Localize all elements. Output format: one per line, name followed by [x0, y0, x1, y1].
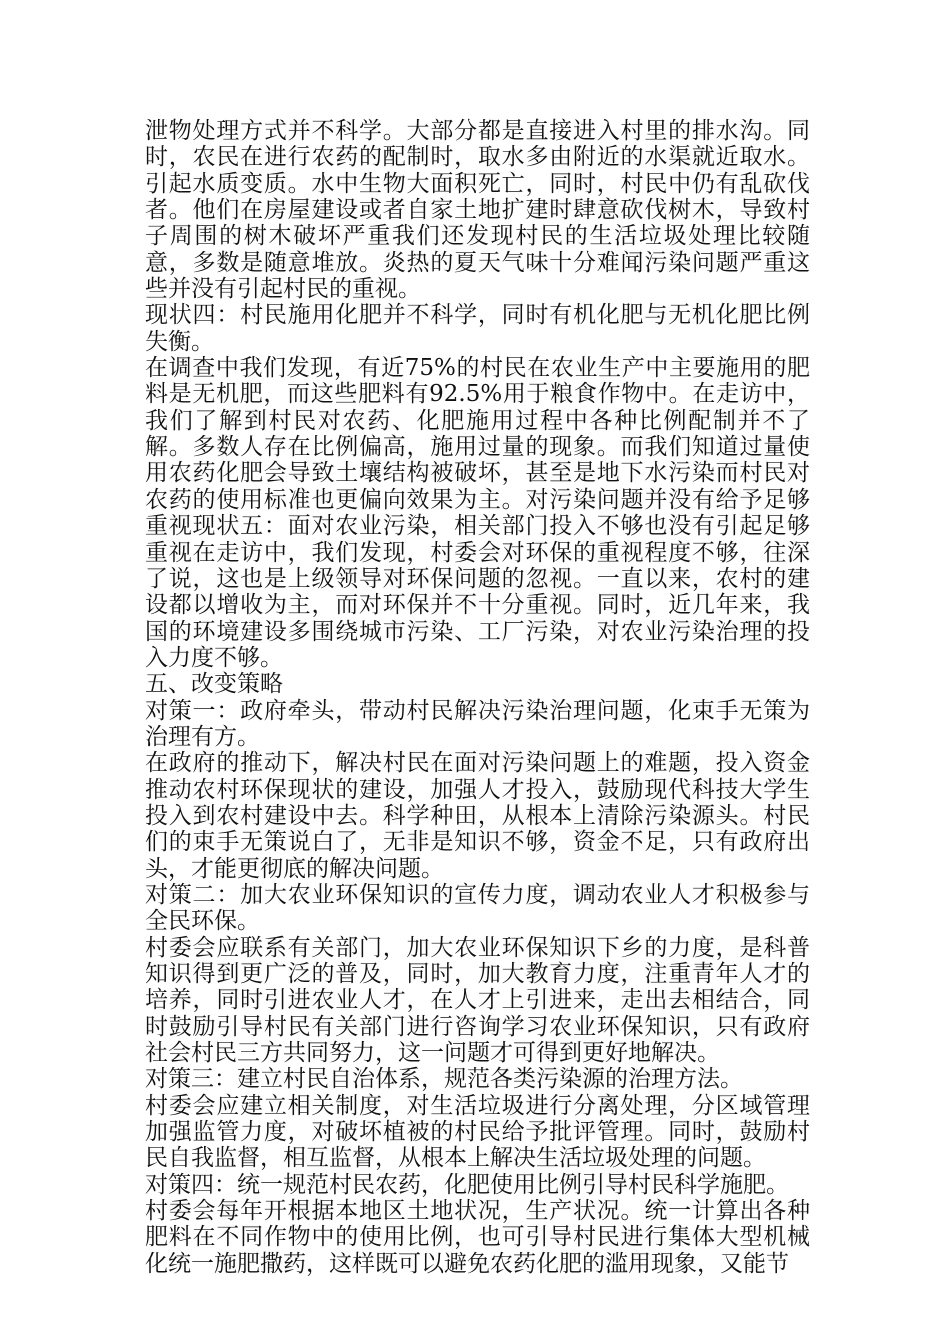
heading-strategy-one: 对策一：政府牵头，带动村民解决污染治理问题，化束手无策为治理有方。: [145, 697, 810, 750]
paragraph-strategy-two: 村委会应联系有关部门，加大农业环保知识下乡的力度，是科普知识得到更广泛的普及，同时，加大教育力度，注重青年人才的培养，同时引进农业人才，在人才上引进来，走出去相结合，同时鼓励引导村民有关部门进行咨询学习农业环保知识，只有政府社会村民三方共同努力，这一问题才可得到更好地解决。: [145, 934, 810, 1067]
paragraph-strategy-four: 村委会每年开根据本地区土地状况，生产状况。统一计算出各种肥料在不同作物中的使用比例，也可引导村民进行集体大型机械化统一施肥撒药，这样既可以避免农药化肥的滥用现象，又能节: [145, 1198, 810, 1277]
heading-strategy-four: 对策四：统一规范村民农药，化肥使用比例引导村民科学施肥。: [145, 1171, 789, 1198]
heading-strategy-two: 对策二：加大农业环保知识的宣传力度，调动农业人才积极参与全民环保。: [145, 881, 810, 935]
heading-strategy-three: 对策三：建立村民自治体系，规范各类污染源的治理方法。: [145, 1066, 743, 1093]
paragraph-pollution-status: 泄物处理方式并不科学。大部分都是直接进入村里的排水沟。同时，农民在进行农药的配制时，取水多由附近的水渠就近取水。引起水质变质。水中生物大面积死亡，同时，村民中仍有乱砍伐者。他们在房屋建设或者自家土地扩建时肆意砍伐树木，导致村子周围的树木破坏严重我们还发现村民的生活垃圾处理比较随意，多数是随意堆放。炎热的夏天气味十分难闻污染问题严重这些并没有引起村民的重视。: [145, 118, 810, 303]
paragraph-fertilizer-survey: 在调查中我们发现，有近75%的村民在农业生产中主要施用的肥料是无机肥，而这些肥料有92.5%用于粮食作物中。在走访中，我们了解到村民对农药、化肥施用过程中各种比例配制并不了解。多数人存在比例偏高，施用过量的现象。而我们知道过量使用农药化肥会导致土壤结构被破坏，甚至是地下水污染而村民对农药的使用标准也更偏向效果为主。对污染问题并没有给予足够重视现状五：面对农业污染，相关部门投入不够也没有引起足够重视在走访中，我们发现，村委会对环保的重视程度不够，往深了说，这也是上级领导对环保问题的忽视。一直以来，农村的建设都以增收为主，而对环保并不十分重视。同时，近几年来，我国的环境建设多围绕城市污染、工厂污染，对农业污染治理的投入力度不够。: [145, 355, 810, 671]
paragraph-strategy-one: 在政府的推动下，解决村民在面对污染问题上的难题，投入资金推动农村环保现状的建设，加强人才投入，鼓励现代科技大学生投入到农村建设中去。科学种田，从根本上清除污染源头。村民们的束手无策说白了，无非是知识不够，资金不足，只有政府出头，才能更彻底的解决问题。: [145, 750, 810, 882]
heading-status-four: 现状四：村民施用化肥并不科学，同时有机化肥与无机化肥比例失衡。: [145, 302, 810, 355]
paragraph-strategy-three: 村委会应建立相关制度，对生活垃圾进行分离处理，分区域管理加强监管力度，对破坏植被的村民给予批评管理。同时，鼓励村民自我监督，相互监督，从根本上解决生活垃圾处理的问题。: [145, 1092, 810, 1172]
heading-section-five: 五、改变策略: [145, 671, 283, 698]
document-body: [145, 118, 810, 1277]
